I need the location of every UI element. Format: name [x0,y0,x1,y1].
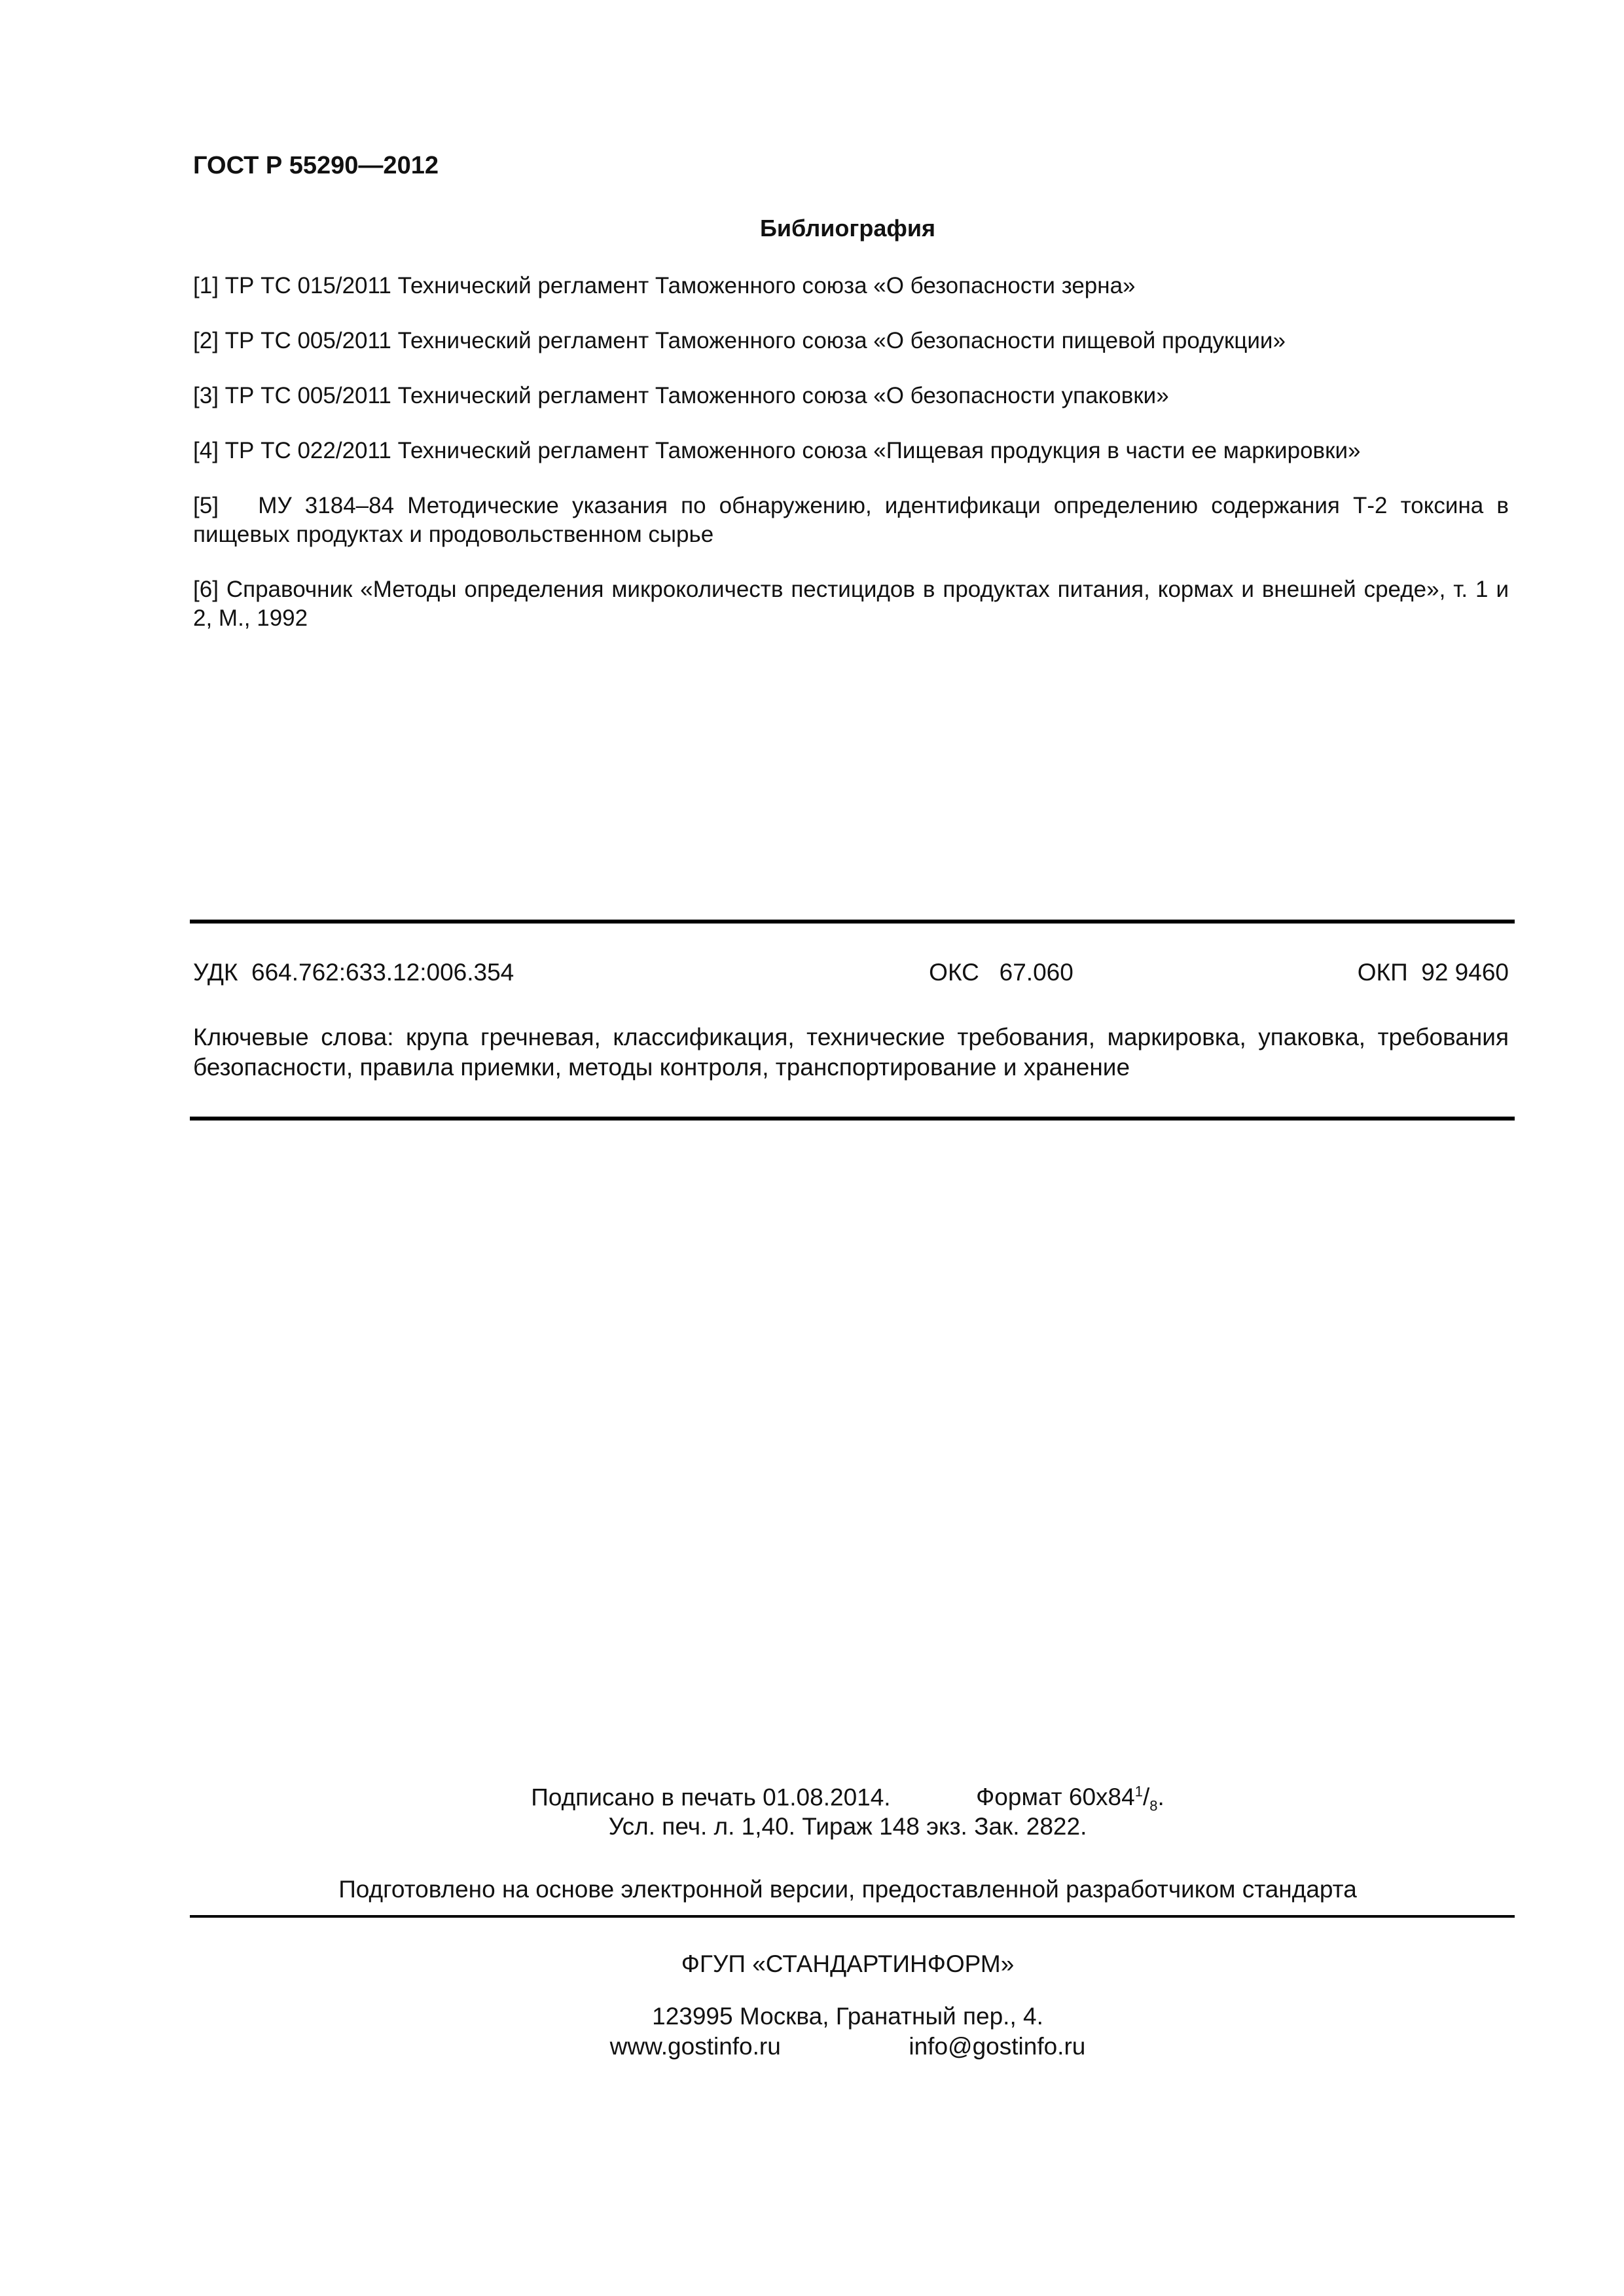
classification-codes [193,959,1509,986]
bibliography-list [193,272,1515,659]
bibliography-item-2: [2] ТР ТС 005/2011 Технический регламент Таможенного союза «О безопасности пищевой продукции» [193,328,1286,353]
oks-code: ОКС 67.060 [929,959,1074,986]
bibliography-title: Библиография [760,215,935,242]
publisher-name: ФГУП «СТАНДАРТИНФОРМ» [681,1950,1015,1977]
udk-code: УДК 664.762:633.12:006.354 [193,959,514,986]
signed-date: Подписано в печать 01.08.2014. [531,1784,891,1811]
prepared-note: Подготовлено на основе электронной версии, предоставленной разработчиком стандарта [338,1876,1357,1903]
keywords-divider [190,1117,1515,1121]
publisher-contacts [0,2032,1624,2062]
bibliography-item-4: [4] ТР ТС 022/2011 Технический регламент Таможенного союза «Пищевая продукция в части ее маркировки» [193,438,1361,463]
print-info: Усл. печ. л. 1,40. Тираж 148 экз. Зак. 2822. [608,1813,1087,1840]
keywords: Ключевые слова: крупа гречневая, классификация, технические требования, маркировка, упаковка, требования безопасности, правила приемки, методы контроля, транспортирование и хранение [193,1024,1509,1081]
paper-format: Формат $60x84^1/_8$. [976,1784,1164,1814]
top-divider [190,920,1515,924]
document-code: ГОСТ Р 55290—2012 [193,152,439,179]
website-link[interactable]: www.gostinfo.ru [609,2033,781,2060]
bibliography-item-6: [6] Справочник «Методы определения микроколичеств пестицидов в продуктах питания, кормах и внешней среде», т. 1 и 2, М., 1992 [193,577,1509,631]
bibliography-item-1: [1] ТР ТС 015/2011 Технический регламент Таможенного союза «О безопасности зерна» [193,273,1136,298]
bibliography-item-5: [5] МУ 3184–84 Методические указания по обнаружению, идентификаци определению содержания Т-2 токсина в пищевых продуктах и продовольственном сырье [193,493,1515,547]
email-link[interactable]: info@gostinfo.ru [909,2033,1086,2060]
okp-code: ОКП 92 9460 [1357,959,1509,986]
publisher-address: 123995 Москва, Гранатный пер., 4. [652,2003,1043,2030]
imprint-divider [190,1915,1515,1918]
bibliography-item-3: [3] ТР ТС 005/2011 Технический регламент Таможенного союза «О безопасности упаковки» [193,383,1169,408]
